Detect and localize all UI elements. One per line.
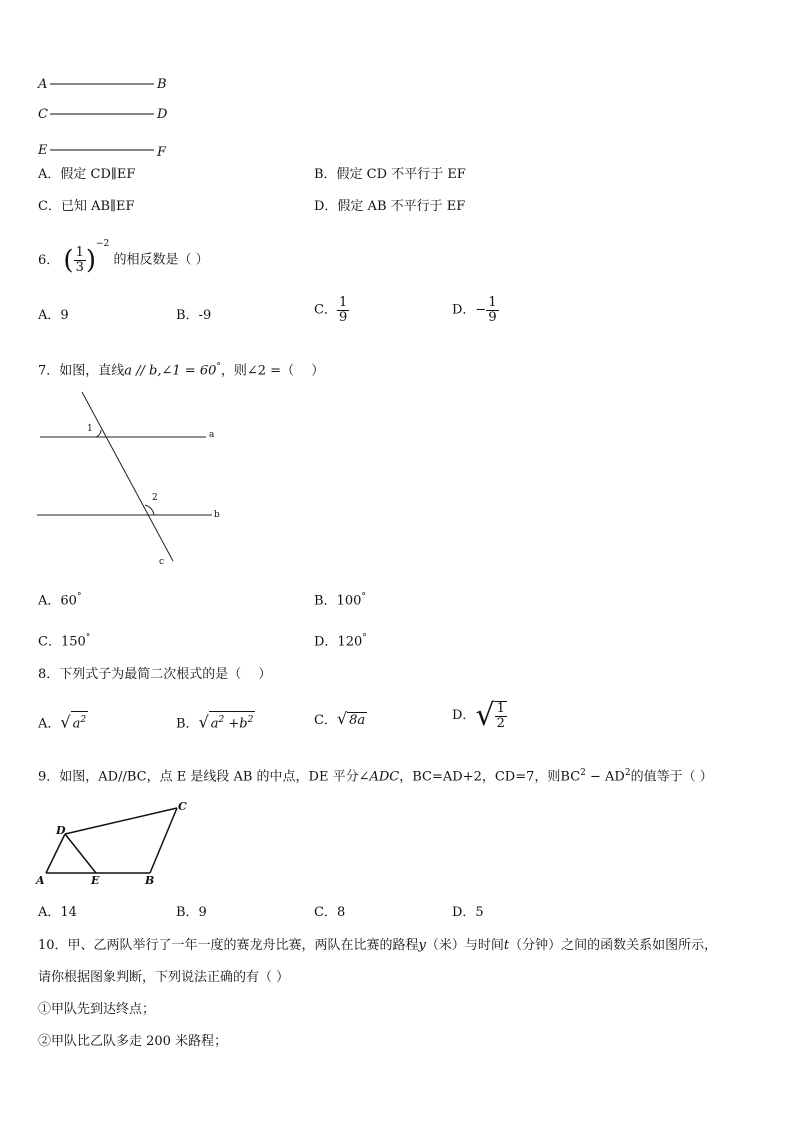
- q9-stem-suffix: 的值等于（ ）: [630, 769, 713, 785]
- q8-option-c-radicand: 8a: [349, 713, 366, 728]
- q6-option-b[interactable]: B．-9: [176, 308, 212, 323]
- q8-option-c-label: C．: [314, 713, 337, 728]
- q10-line1-b: （米）与时间: [425, 938, 504, 953]
- q10-item-2: ②甲队比乙队多走 200 米路程；: [38, 1034, 228, 1049]
- q8-option-a-label: A．: [38, 716, 61, 732]
- q9-option-b[interactable]: B．9: [176, 905, 207, 920]
- q5-option-b[interactable]: B．假定 CD 不平行于 EF: [314, 167, 466, 182]
- q6-frac-den: 3: [75, 260, 84, 275]
- q8-d-den: 2: [496, 716, 505, 731]
- q6-option-d-num: 1: [488, 295, 497, 310]
- q7-stem-suffix: ，则∠2 =（ ）: [220, 363, 325, 379]
- line-c-label: c: [159, 557, 165, 567]
- q5-option-d[interactable]: D．假定 AB 不平行于 EF: [314, 199, 466, 214]
- q8-b-base1: a: [210, 716, 219, 732]
- point-b-label: B: [145, 874, 155, 887]
- q9-stem-prefix: 9．如图，AD//BC，点 E 是线段 AB 的中点，DE 平分: [38, 769, 359, 785]
- q6-option-d-den: 9: [488, 310, 497, 325]
- q8-option-d-label: D．: [452, 708, 476, 723]
- q10-var-y: y: [418, 938, 426, 953]
- point-c-label: C: [178, 800, 187, 813]
- q7-option-d-text: D．120: [314, 634, 363, 650]
- segment-cb: [150, 808, 177, 873]
- radical-sign: √: [475, 698, 495, 733]
- label-b: B: [157, 77, 167, 92]
- q10-var-t: t: [503, 938, 510, 953]
- q9-option-d[interactable]: D．5: [452, 905, 484, 920]
- q10-item-1: ①甲队先到达终点；: [38, 1002, 156, 1017]
- segment-de: [65, 834, 96, 873]
- q8-b-exp2: 2: [247, 715, 254, 725]
- q6-paren-left: (: [63, 245, 74, 276]
- q6-frac-num: 1: [75, 245, 84, 260]
- q9-expr-bc-sup: 2: [580, 768, 586, 778]
- q10-stem-line2: 请你根据图象判断，下列说法正确的有（ ）: [38, 970, 290, 985]
- q7-stem-prefix: 7．如图，直线: [38, 363, 125, 379]
- radical-sign: √: [198, 712, 209, 732]
- q9-expr-bc: BC: [560, 769, 581, 785]
- q8-stem: 8．下列式子为最简二次根式的是（ ）: [38, 667, 272, 682]
- label-f: F: [157, 145, 167, 160]
- q10-stem-line1: [38, 938, 717, 954]
- radical-sign: √: [60, 712, 71, 732]
- q7-option-c-text: C．150: [38, 634, 86, 650]
- point-d-label: D: [56, 824, 66, 837]
- angle-1-label: 1: [87, 424, 93, 434]
- q5-option-c[interactable]: C．已知 AB∥EF: [38, 199, 135, 214]
- q7-stem-degree: °: [216, 362, 221, 372]
- q7-stem-math: a // b,∠1 = 60: [124, 363, 217, 379]
- q10-line1-a: 10．甲、乙两队举行了一年一度的赛龙舟比赛，两队在比赛的路程: [38, 938, 419, 953]
- q6-option-c-den: 9: [338, 310, 348, 325]
- q5-option-a[interactable]: A．假定 CD∥EF: [38, 167, 136, 182]
- q9-stem-mid: ，BC=AD+2，CD=7，则: [399, 769, 561, 785]
- q10-line1-c: （分钟）之间的函数关系如图所示，: [509, 938, 718, 953]
- point-e-label: E: [91, 874, 100, 887]
- q8-b-exp1: 2: [218, 715, 225, 725]
- line-b-label: b: [214, 510, 220, 520]
- q7-option-a-degree: °: [76, 592, 82, 602]
- q9-option-a[interactable]: A．14: [38, 905, 77, 920]
- q6-paren-right: ): [85, 245, 97, 276]
- label-c: C: [38, 107, 48, 122]
- q8-b-base2: +b: [224, 716, 248, 732]
- q9-expr-ad-sup: 2: [624, 768, 631, 778]
- q7-option-b-degree: °: [361, 592, 366, 602]
- q8-option-b-label: B．: [176, 716, 199, 732]
- q6-stem-tail: 的相反数是（ ）: [113, 252, 209, 268]
- segment-ad: [46, 834, 65, 873]
- q7-option-b-text: B．100: [314, 593, 362, 609]
- q9-stem-angle: ∠ADC: [358, 769, 400, 785]
- q8-a-base: a: [72, 716, 81, 732]
- q6-option-d-label: D．−: [452, 302, 487, 318]
- label-e: E: [38, 143, 48, 158]
- q6-option-c-label: C．: [314, 302, 337, 318]
- angle-2-label: 2: [152, 493, 158, 503]
- q6-number: 6．: [38, 253, 60, 268]
- q7-option-a-text: A．60: [38, 593, 77, 609]
- point-a-label: A: [36, 874, 45, 887]
- q8-a-exp: 2: [80, 715, 87, 725]
- q7-option-d-degree: °: [362, 633, 367, 643]
- q6-exponent: −2: [96, 239, 110, 249]
- label-a: A: [38, 77, 48, 92]
- label-d: D: [157, 107, 168, 122]
- segment-dc: [65, 808, 177, 834]
- radical-sign: √: [336, 709, 348, 728]
- q8-d-num: 1: [496, 701, 505, 716]
- q6-option-a[interactable]: A．9: [38, 308, 69, 323]
- q7-option-c-degree: °: [85, 633, 91, 643]
- q9-option-c[interactable]: C．8: [314, 905, 346, 920]
- q6-option-c-num: 1: [338, 295, 348, 310]
- q9-expr-ad: − AD: [585, 769, 625, 785]
- line-a-label: a: [209, 430, 215, 440]
